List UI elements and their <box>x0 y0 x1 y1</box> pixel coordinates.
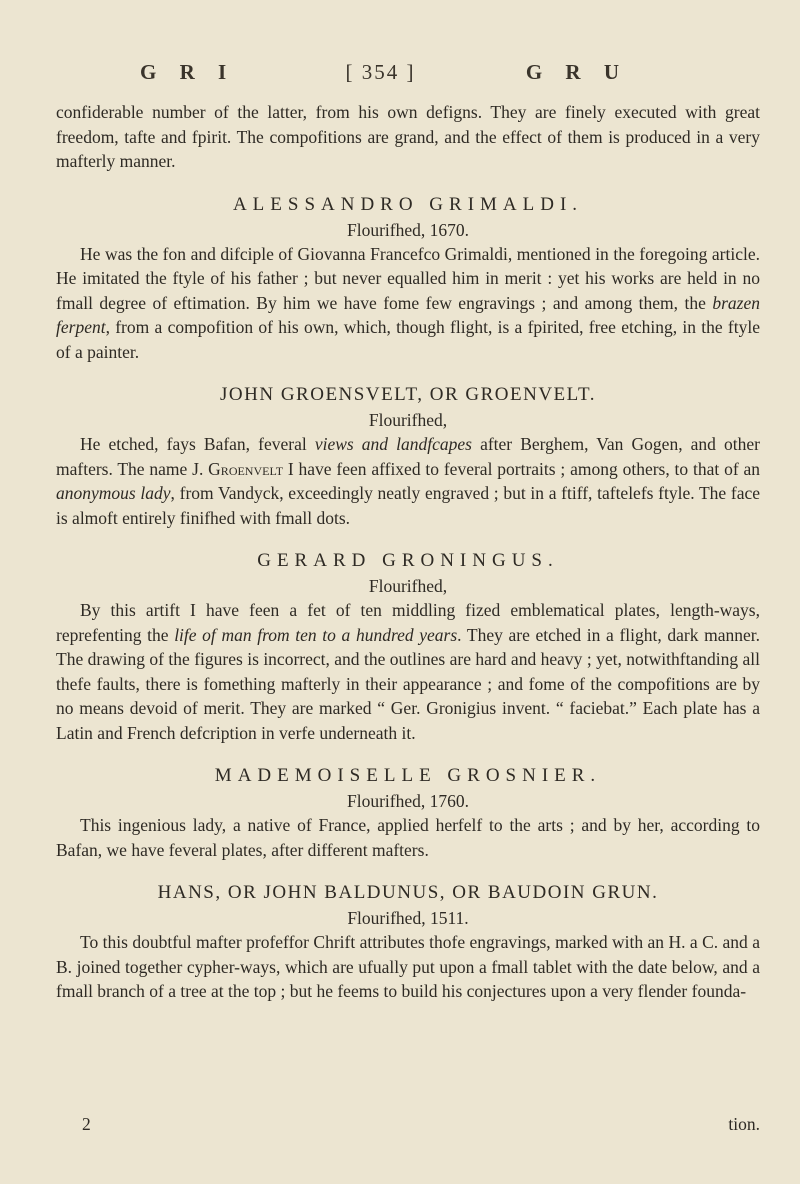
entry-flourished: Flourifhed, 1760. <box>346 791 469 811</box>
page-body <box>56 100 760 1004</box>
running-header <box>140 60 628 85</box>
entry-heading: GERARD GRONINGUS. <box>257 550 559 571</box>
entry-heading: JOHN GROENSVELT, OR GROENVELT. <box>220 384 596 405</box>
catchword: tion. <box>728 1114 760 1134</box>
header-left: G R I <box>140 60 236 84</box>
page-number: [ 354 ] <box>345 60 416 84</box>
continued-paragraph: confiderable number of the latter, from his own defigns. They are finely executed with great freedom, tafte and fpirit. The compofitions are grand, and the effect of them is produced in a very mafterly manner. <box>56 102 760 171</box>
entry-flourished: Flourifhed, <box>368 576 448 596</box>
entry-flourished: Flourifhed, <box>368 410 448 430</box>
entry-heading: HANS, OR JOHN BALDUNUS, OR BAUDOIN GRUN. <box>157 882 659 903</box>
entry-flourished: Flourifhed, 1511. <box>347 908 469 928</box>
entry-paragraph: He etched, fays Bafan, feveral views and landfcapes after Berghem, Van Gogen, and other mafters. The name J. Groenvelt I have feen affixed to feveral portraits ; among others, to that of an anonymous lady, from Vandyck, exceedingly neatly engraved ; but in a ftiff, taftelefs ftyle. The face is almoft entirely finifhed with fmall dots. <box>56 434 761 528</box>
entry-paragraph: To this doubtful mafter profeffor Chrift attributes thofe engravings, marked with an H. a C. and a B. joined together cypher-ways, which are ufually put upon a fmall tablet with the date below, and a fmall branch of a tree at the top ; but he feems to build his conjectures upon a very flender founda- <box>56 932 760 1001</box>
signature-mark: 2 <box>82 1114 91 1134</box>
entry-paragraph: This ingenious lady, a native of France, applied herfelf to the arts ; and by her, according to Bafan, we have feveral plates, after different mafters. <box>56 815 760 860</box>
entry-flourished: Flourifhed, 1670. <box>346 219 469 240</box>
page-footer <box>56 1114 760 1135</box>
entry-heading: MADEMOISELLE GROSNIER. <box>214 765 602 786</box>
entry-paragraph: By this artift I have feen a fet of ten middling fized emblematical plates, length-ways, reprefenting the life of man from ten to a hundred years. They are etched in a flight, dark manner. The drawing of the figures is incorrect, and the outlines are hard and heavy ; yet, notwithftanding all thefe faults, there is fomething mafterly in their appearance ; and fome of the compofitions are by no means devoid of merit. They are marked “ Ger. Gronigius invent. “ faciebat.” Each plate has a Latin and French defcription in verfe underneath it. <box>56 600 761 743</box>
entry-paragraph: He was the fon and difciple of Giovanna Francefco Grimaldi, mentioned in the foregoing article. He imitated the ftyle of his father ; but never equalled him in merit : yet his works are held in no fmall degree of eftimation. By him we have fome few engravings ; and among them, the brazen ferpent, from a compofition of his own, which, though flight, is a fpirited, free etching, in the ftyle of a painter. <box>56 243 760 362</box>
entry-heading: ALESSANDRO GRIMALDI. <box>232 193 584 215</box>
header-right: G R U <box>525 60 628 84</box>
